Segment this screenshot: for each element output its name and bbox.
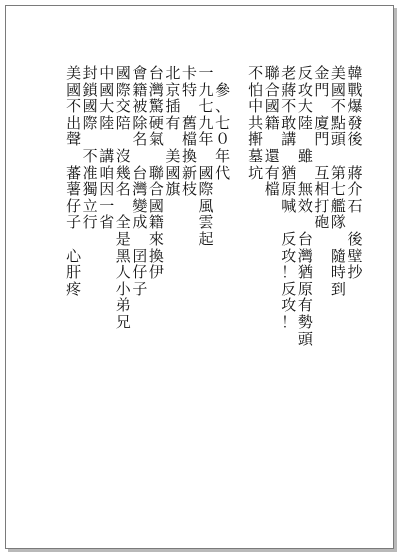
verse-column: 聯 合 國 籍 還 有 檔 <box>264 64 280 199</box>
verse-column: 參 、 七 ０ 年 代 <box>215 80 231 182</box>
verse-column: 美 國 不 點 頭 第 七 艦 隊 隨 時 到 <box>330 64 346 298</box>
verse-column: 卡 特 舊 檔 換 新 枝 <box>181 64 197 199</box>
verse-column: 美 國 不 出 聲 蕃 薯 仔 子 心 肝 疼 <box>66 64 82 298</box>
verse-column: 國 際 交 陪 沒 幾 名 全 是 黑 人 小 弟 兄 <box>115 64 131 331</box>
verse-column: 台 灣 驚 硬 氣 聯 合 國 籍 來 換 伊 <box>148 64 164 282</box>
verse-column: 會 籍 被 除 名 台 灣 變 成 囝 仔 子 <box>132 64 148 298</box>
verse-column: 老 蔣 不 敢 講 猶 原 喊 反 攻 ！ 反 攻 ！ <box>281 64 297 331</box>
verse-column: 封 鎖 國 際 不 准 獨 立 行 <box>82 64 98 232</box>
verse-column: 不 怕 中 共 搟 墓 坑 <box>248 64 264 182</box>
verse-column: 金 門 廈 門 互 相 打 砲 <box>314 64 330 232</box>
verse-column: 一 九 七 九 年 國 際 風 雲 起 <box>198 64 214 248</box>
verse-column: 中 國 大 陸 講 咱 因 一 省 <box>99 64 115 232</box>
verse-column: 韓 戰 爆 發 後 蔣 介 石 後 壁 抄 <box>347 64 363 282</box>
verse-column: 北 京 插 有 美 國 旗 <box>165 64 181 199</box>
verse-column: 反 攻 大 陸 雖 無 效 台 灣 猶 原 有 勢 頭 <box>297 64 313 348</box>
